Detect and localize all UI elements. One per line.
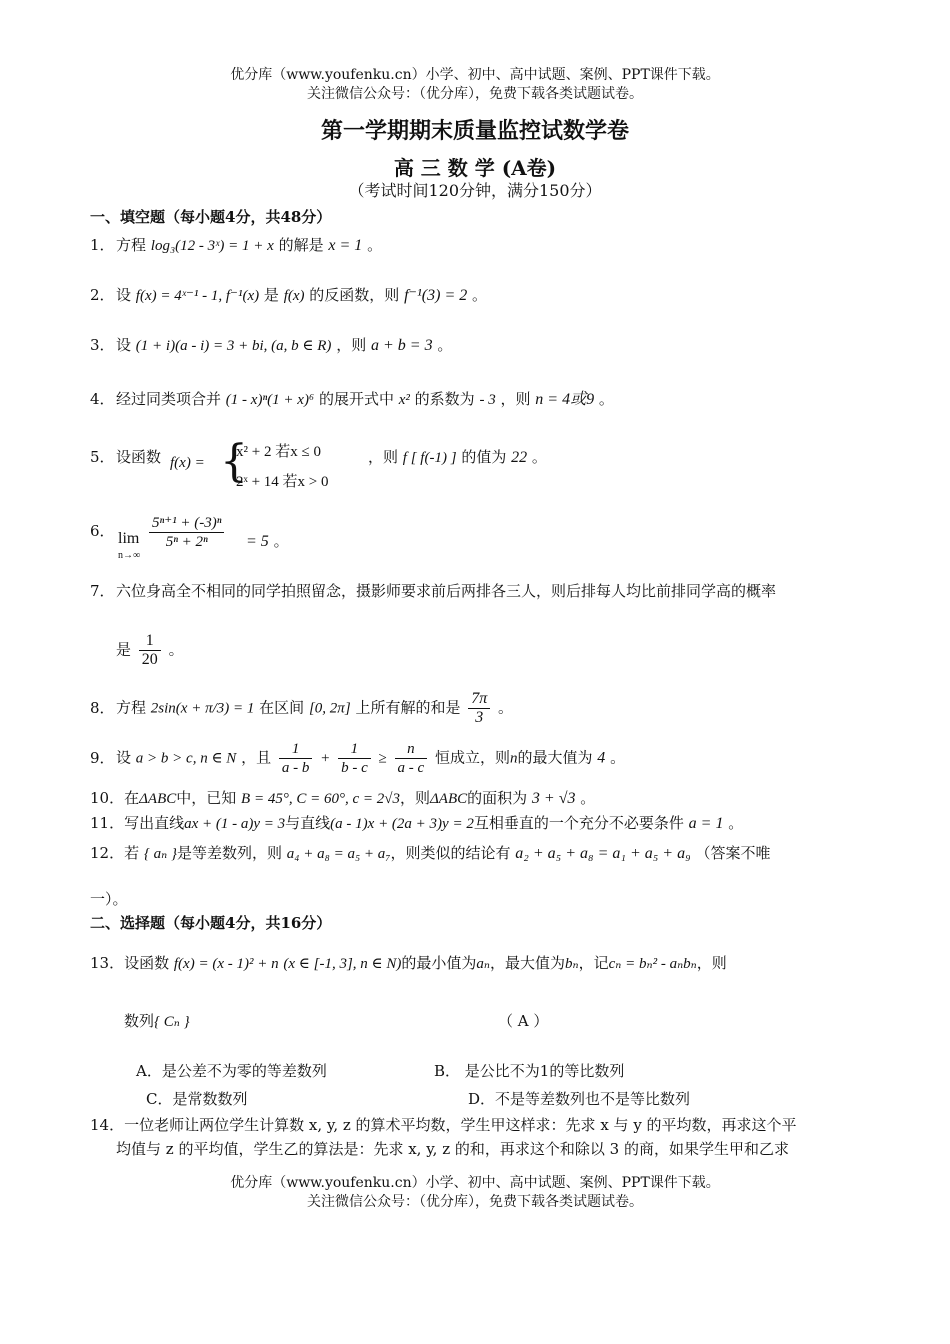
question-text: 方程 (116, 236, 147, 254)
equation: (1 + i)(a - i) = 3 + bi, (a, b ∈ R) (135, 338, 332, 354)
question-text: 一位老师让两位学生计算数 x, y, z 的算术平均数，学生甲这样求：先求 x 与 y 的平均数，再求这个平 (124, 1116, 797, 1134)
question-9 (90, 740, 625, 777)
answer-fraction (139, 632, 161, 669)
choice-a[interactable]: A．是公差不为零的等差数列 (136, 1062, 327, 1080)
question-number: 12． (90, 844, 125, 862)
question-12 (90, 842, 770, 863)
denominator: 20 (141, 651, 158, 668)
question-5 (90, 446, 161, 467)
question-number: 10． (90, 789, 125, 807)
answer: 22 (511, 449, 528, 466)
fraction (149, 514, 224, 551)
question-text: 六位身高全不相同的同学拍照留念，摄影师要求前后两排各三人，则后排每人均比前排同学高的概率 (116, 582, 777, 600)
question-text: 设 (116, 286, 132, 304)
definition: cₙ = bₙ² - aₙbₙ (608, 956, 697, 972)
question-number: 11． (90, 814, 125, 832)
fraction (338, 740, 371, 777)
numerator: 1 (139, 632, 161, 651)
section-fill-in-heading: 一、填空题（每小题4分，共48分） (90, 208, 332, 226)
variable: n (509, 750, 518, 767)
question-13-answer: （ A ） (498, 1012, 549, 1030)
question-text: 设 (116, 336, 132, 354)
choice-b[interactable]: B． 是公比不为1的等比数列 (434, 1062, 625, 1080)
equation: 2sin(x + π/3) = 1 (150, 700, 255, 717)
line-equation: ax + (1 - a)y = 3 (184, 816, 286, 832)
question-11 (90, 812, 743, 833)
period: 。 (168, 640, 184, 659)
question-number: 5． (90, 448, 115, 466)
period: 。 (437, 336, 453, 354)
question-text: 方程 (116, 698, 147, 717)
question-1 (90, 234, 382, 255)
question-6-answer-wrap (246, 530, 289, 551)
question-text: ，则 (696, 954, 727, 972)
limit-symbol: lim (118, 530, 140, 547)
question-text: 的最小值为 (401, 954, 477, 972)
question-13 (90, 952, 727, 973)
period: 。 (498, 698, 514, 717)
question-text: 恒成立，则 (434, 748, 510, 767)
answer: 4 (597, 749, 606, 767)
answer-fraction (468, 690, 490, 727)
header-line-1: 优分库（www.youfenku.cn）小学、初中、高中试题、案例、PPT课件下载。 (230, 67, 720, 83)
function: f(x) = (x - 1)² + n (173, 956, 279, 972)
answer: f⁻¹(3) = 2 (404, 287, 468, 304)
denominator: 5ⁿ + 2ⁿ (165, 534, 208, 550)
question-text: 写出直线 (124, 814, 185, 832)
question-text: 的系数为 (414, 390, 475, 408)
question-text: 的最大值为 (517, 748, 593, 767)
period: 。 (610, 748, 626, 767)
line-equation: (a - 1)x + (2a + 3)y = 2 (330, 816, 474, 832)
question-text: 在 (124, 789, 140, 807)
question-text: 互相垂直的一个充分不必要条件 (473, 814, 684, 832)
question-8 (90, 690, 513, 727)
operator: + (320, 750, 331, 767)
answer: x = 1 (328, 237, 363, 254)
question-text: 设函数 (124, 954, 170, 972)
question-text: 的反函数，则 (309, 286, 400, 304)
triangle: ΔABC (139, 791, 177, 807)
question-3 (90, 334, 452, 355)
numerator: 5ⁿ⁺¹ + (-3)ⁿ (149, 514, 224, 533)
question-7 (90, 580, 776, 601)
question-13-line-2 (124, 1010, 190, 1031)
interval: [0, 2π] (308, 700, 351, 717)
question-number: 9． (90, 748, 115, 767)
question-number: 13． (90, 954, 125, 972)
question-text: 设函数 (116, 448, 162, 466)
numerator: 1 (279, 740, 313, 759)
condition: a > b > c, n ∈ N (135, 750, 237, 767)
choice-d[interactable]: D．不是等差数列也不是等比数列 (468, 1090, 691, 1108)
denominator: a - c (397, 760, 425, 776)
triangle: ΔABC (429, 791, 468, 807)
question-12-line-2: 一）。 (90, 890, 128, 908)
question-text: 中，已知 (176, 789, 237, 807)
equation: (1 - x)ⁿ(1 + x)⁶ (225, 392, 315, 408)
answer: a = 1 (688, 815, 724, 832)
question-text: ，则 (336, 336, 367, 354)
question-14 (90, 1114, 797, 1135)
question-6-number: 6． (90, 522, 115, 540)
answer: = 5 (246, 533, 269, 550)
domain: (x ∈ [-1, 3], n ∈ N) (283, 956, 402, 972)
question-text: 上所有解的和是 (355, 698, 461, 717)
question-text: 经过同类项合并 (116, 390, 222, 408)
numerator: 7π (468, 690, 490, 709)
question-14-line-2: 均值与 z 的平均值，学生乙的算法是：先求 x, y, z 的和，再求这个和除以 3 的商，如果学生甲和乙求 (116, 1140, 789, 1158)
piecewise-case-1: x² + 2 若x ≤ 0 (236, 444, 321, 460)
question-text: 的解是 (278, 236, 324, 254)
question-number: 4． (90, 390, 115, 408)
question-text: （答案不唯 (695, 844, 771, 862)
answer: a₂ + a₅ + a₈ = a₁ + a₅ + a₉ (515, 845, 691, 862)
question-10 (90, 787, 595, 808)
choice-c[interactable]: C．是常数数列 (146, 1090, 248, 1108)
period: 。 (273, 532, 289, 550)
numerator: 1 (338, 740, 371, 759)
left-brace-icon: { (220, 436, 248, 487)
question-text: ，最大值为 (490, 954, 566, 972)
question-text: 在区间 (259, 698, 305, 717)
footer-line-1: 优分库（www.youfenku.cn）小学、初中、高中试题、案例、PPT课件下载。 (230, 1175, 720, 1191)
variable: bₙ (565, 956, 579, 972)
question-text: ，且 (241, 748, 272, 767)
question-text: 是 (263, 286, 279, 304)
function-name: f(x) = (170, 455, 205, 471)
footer-line-2: 关注微信公众号：（优分库），免费下载各类试题试卷。 (307, 1194, 643, 1210)
piecewise-case-2: 2ˣ + 14 若x > 0 (236, 474, 329, 490)
question-text: ，则类似的结论有 (390, 844, 511, 862)
variable: aₙ (476, 956, 491, 972)
question-number: 8． (90, 698, 115, 717)
question-number: 7． (90, 582, 115, 600)
question-4 (90, 386, 614, 409)
relation: a₄ + a₈ = a₅ + a₇ (286, 846, 391, 862)
question-text: 的值为 (461, 448, 507, 466)
question-text: 若 (124, 844, 140, 862)
fraction (395, 740, 428, 777)
question-number: 2． (90, 286, 115, 304)
limit-fraction (146, 514, 227, 551)
answer: a + b = 3 (370, 337, 433, 354)
sequence: { aₙ } (143, 846, 177, 862)
period: 。 (598, 390, 614, 408)
numerator: n (395, 740, 428, 759)
question-text: 设 (116, 748, 132, 767)
answer: 3 + √3 (531, 790, 576, 807)
question-text: 是 (116, 640, 132, 659)
sequence: { Cₙ } (154, 1014, 190, 1030)
equation: f(x) = 4ˣ⁻¹ - 1, f⁻¹(x) (135, 288, 260, 304)
operator: ≥ (378, 750, 387, 767)
question-text: ，则 (399, 789, 430, 807)
equation: log₃(12 - 3ˣ) = 1 + x (150, 238, 274, 254)
period: 。 (531, 448, 547, 466)
denominator: a - b (281, 760, 310, 776)
period: 。 (728, 814, 744, 832)
question-text: 与直线 (285, 814, 331, 832)
period: 。 (367, 236, 383, 254)
denominator: 3 (475, 709, 484, 726)
question-number: 1． (90, 236, 115, 254)
equation: f [ f(-1) ] (402, 450, 457, 466)
question-2 (90, 284, 487, 305)
question-5-tail (368, 446, 547, 467)
answer: n = 4或9 (535, 391, 595, 408)
question-number: 3． (90, 336, 115, 354)
limit-subscript: n→∞ (118, 550, 141, 561)
question-text: 是等差数列，则 (176, 844, 282, 862)
question-number: 14． (90, 1116, 125, 1134)
condition: B = 45°, C = 60°, c = 2√3 (241, 791, 400, 807)
section-choice-heading: 二、选择题（每小题4分，共16分） (90, 914, 332, 932)
question-7-line-2 (116, 632, 184, 669)
period: 。 (472, 286, 488, 304)
exam-time-info: （考试时间120分钟，满分150分） (348, 181, 602, 200)
question-text: ，则 (500, 390, 531, 408)
exam-subtitle: 高 三 数 学 (A卷) (393, 156, 557, 180)
question-text: 的展开式中 (318, 390, 394, 408)
equation: - 3 (479, 392, 496, 408)
question-text: ，则 (368, 448, 399, 466)
equation: x² (398, 392, 410, 408)
exam-title: 第一学期期末质量监控试数学卷 (320, 118, 629, 144)
period: 。 (580, 789, 596, 807)
header-line-2: 关注微信公众号：（优分库），免费下载各类试题试卷。 (307, 86, 643, 102)
question-text: ，记 (578, 954, 609, 972)
denominator: b - c (341, 760, 368, 776)
fraction (279, 740, 313, 777)
question-text: 数列 (124, 1012, 155, 1030)
question-text: 的面积为 (467, 789, 528, 807)
equation: f(x) (283, 288, 305, 304)
